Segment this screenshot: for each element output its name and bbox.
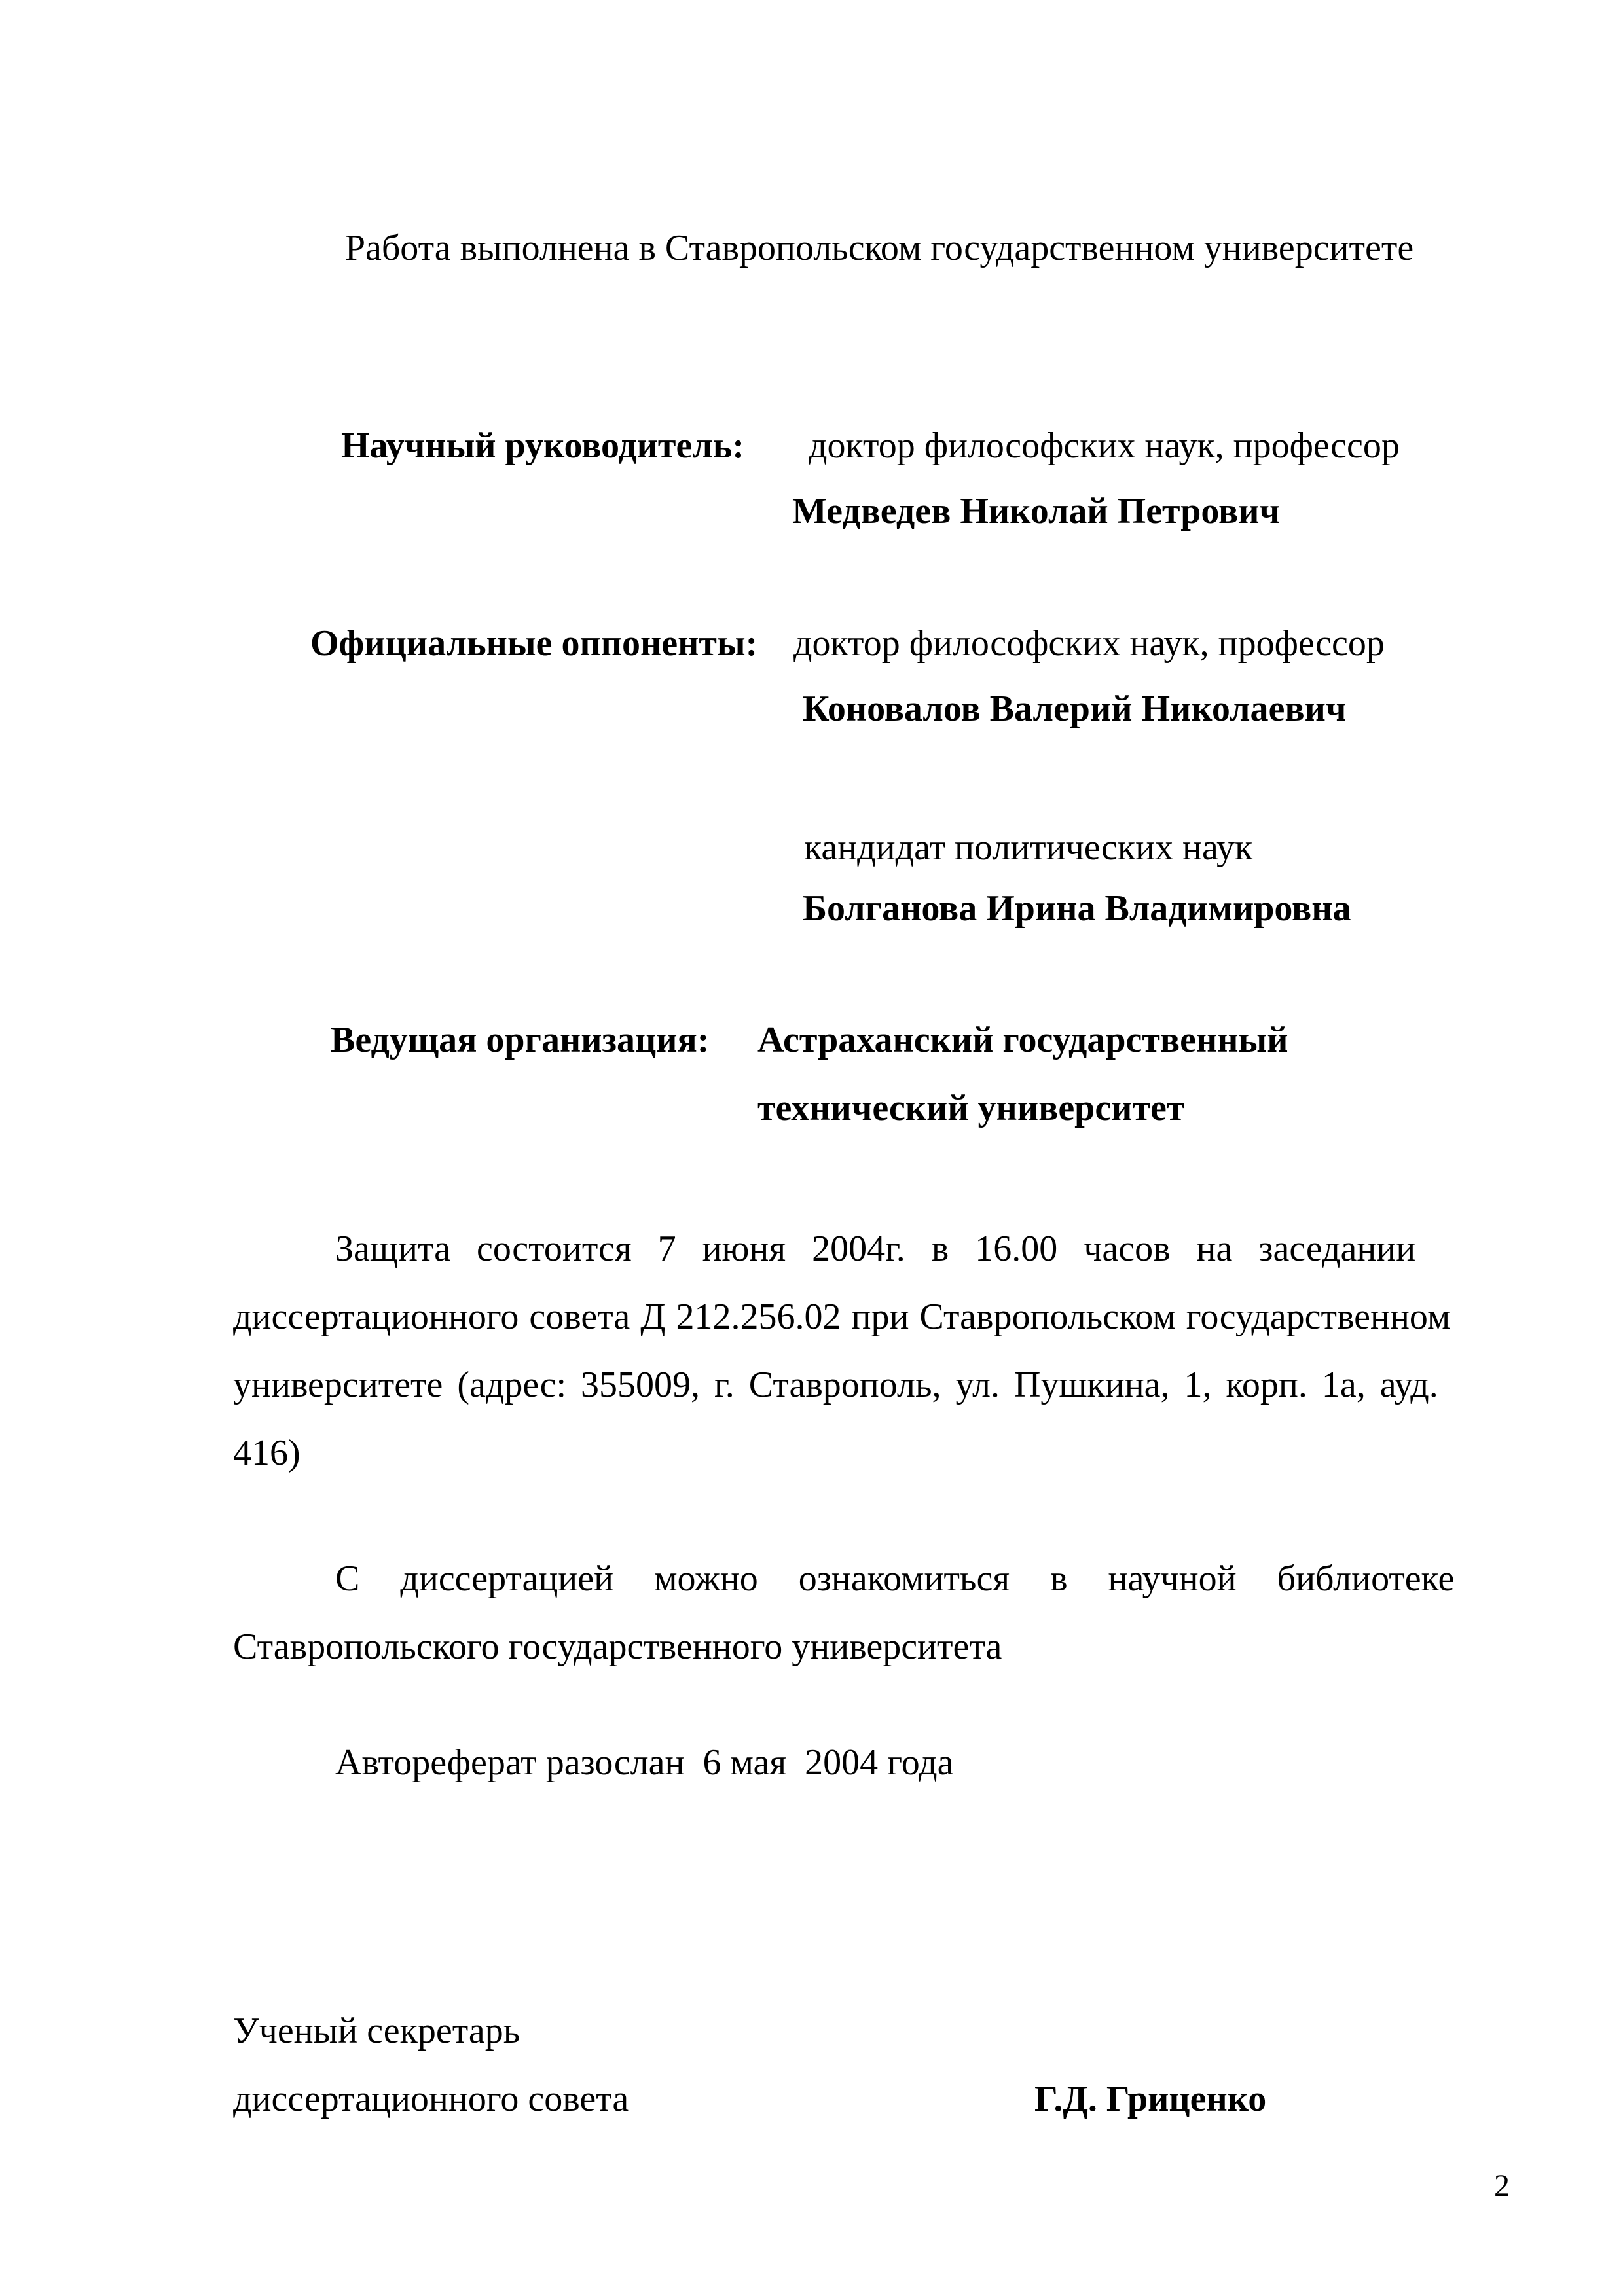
defense-line-4: 416) — [233, 1433, 301, 1473]
defense-line-2: диссертационного совета Д 212.256.02 при Ставропольском государственном — [233, 1297, 1451, 1337]
leading-org-line2: технический университет — [757, 1088, 1185, 1128]
opponents-label: Официальные оппоненты: — [310, 623, 758, 664]
opponent1-name: Коновалов Валерий Николаевич — [803, 689, 1347, 729]
supervisor-label: Научный руководитель: — [341, 425, 744, 466]
secretary-title-line: Ученый секретарь — [233, 2011, 520, 2051]
library-paragraph — [233, 1545, 1525, 1681]
secretary-council-line: диссертационного совета — [233, 2079, 629, 2119]
abstract-mailed-line: Автореферат разослан 6 мая 2004 года — [335, 1742, 954, 1783]
defense-line-1: Защита состоится 7 июня 2004г. в 16.00 часов на заседании — [335, 1229, 1416, 1269]
supervisor-degree: доктор философских наук, профессор — [809, 425, 1400, 466]
secretary-name: Г.Д. Гриценко — [1034, 2079, 1267, 2119]
opponent1-degree: доктор философских наук, профессор — [793, 623, 1385, 664]
leading-org-line1: Астраханский государственный — [757, 1020, 1288, 1060]
opponent2-degree: кандидат политических наук — [804, 827, 1253, 868]
defense-line-3: университете (адрес: 355009, г. Ставрополь, ул. Пушкина, 1, корп. 1а, ауд. — [233, 1365, 1438, 1405]
library-line-2: Ставропольского государственного университета — [233, 1626, 1002, 1667]
library-line-1: С диссертацией можно ознакомиться в научной библиотеке — [335, 1558, 1455, 1599]
page-number: 2 — [1494, 2168, 1510, 2203]
work-performed-line: Работа выполнена в Ставропольском государственном университете — [344, 228, 1414, 268]
leading-org-label: Ведущая организация: — [331, 1020, 710, 1060]
supervisor-name: Медведев Николай Петрович — [792, 491, 1281, 531]
defense-paragraph — [233, 1215, 1525, 1487]
opponent2-name: Болганова Ирина Владимировна — [803, 888, 1351, 929]
